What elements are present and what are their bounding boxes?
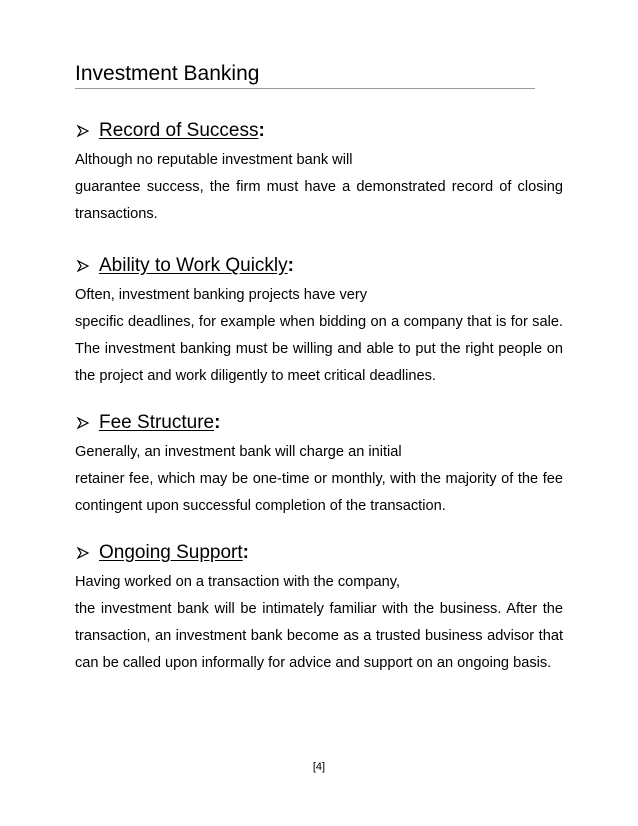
section-paragraph <box>75 569 563 677</box>
page-number: [4] <box>312 761 326 773</box>
heading-colon: : <box>242 542 249 563</box>
section-heading-row <box>75 409 563 439</box>
section-heading <box>99 117 265 145</box>
paragraph-first-line: Although no reputable investment bank will <box>75 152 353 168</box>
arrow-bullet-icon <box>77 417 89 429</box>
arrow-bullet-icon <box>77 260 89 272</box>
paragraph-body: specific deadlines, for example when bidding on a company that is for sale. The investment banking must be willing and able to put the right people on the project and work diligently to meet critical deadlines. <box>75 314 563 384</box>
section-paragraph <box>75 282 563 390</box>
section-paragraph <box>75 147 563 228</box>
arrow-bullet-icon <box>77 547 89 559</box>
paragraph-body: the investment bank will be intimately familiar with the business. After the transaction, an investment bank become as a trusted business advisor that can be called upon informally for advice and support on an ongoing basis. <box>75 601 563 671</box>
section-heading-row <box>75 252 563 282</box>
title-underline-rule <box>75 88 535 89</box>
section-heading <box>99 539 249 567</box>
paragraph-first-line: Generally, an investment bank will charge an initial <box>75 444 402 460</box>
section-record-of-success <box>75 117 563 228</box>
section-heading-text: Record of Success <box>99 120 259 141</box>
section-heading-row <box>75 117 563 147</box>
section-heading-row <box>75 539 563 569</box>
section-ability-to-work-quickly <box>75 252 563 390</box>
paragraph-body: retainer fee, which may be one-time or monthly, with the majority of the fee contingent upon successful completion of the transaction. <box>75 471 563 514</box>
section-heading <box>99 409 220 437</box>
arrow-bullet-icon <box>77 125 89 137</box>
paragraph-body: guarantee success, the firm must have a demonstrated record of closing transactions. <box>75 179 563 222</box>
section-heading-text: Ongoing Support <box>99 542 243 563</box>
section-fee-structure <box>75 409 563 520</box>
page-title: Investment Banking <box>75 62 260 85</box>
section-heading-text: Fee Structure <box>99 412 215 433</box>
paragraph-first-line: Having worked on a transaction with the company, <box>75 574 401 590</box>
heading-colon: : <box>258 120 265 141</box>
section-paragraph <box>75 439 563 520</box>
section-heading-text: Ability to Work Quickly <box>99 255 288 276</box>
heading-colon: : <box>214 412 221 433</box>
section-ongoing-support <box>75 539 563 677</box>
paragraph-first-line: Often, investment banking projects have very <box>75 287 368 303</box>
heading-colon: : <box>287 255 294 276</box>
section-heading <box>99 252 294 280</box>
